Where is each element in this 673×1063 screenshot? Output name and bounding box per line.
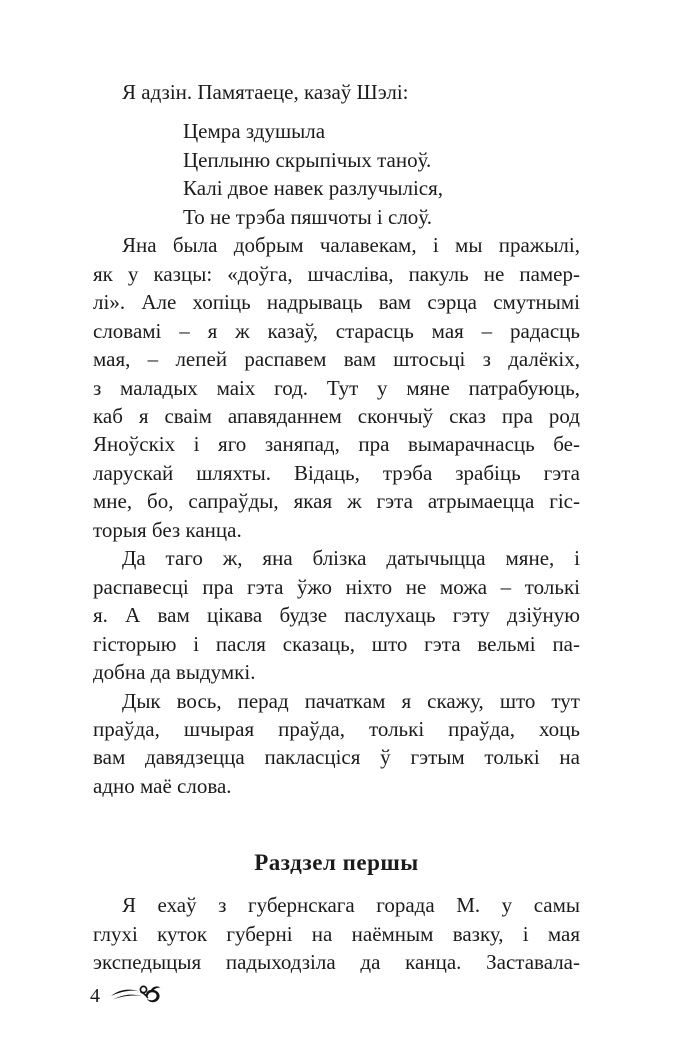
chapter-heading: Раздзел першы (254, 850, 419, 876)
verse-line: Калі двое навек разлучыліся, (183, 176, 444, 201)
text-line: распавесці пра гэта ўжо ніхто не можа – толькі (93, 574, 580, 599)
page-footer (90, 983, 162, 1009)
text-line: гісторыю і пасля сказаць, што гэта вельмі па- (93, 631, 580, 656)
text-block (93, 78, 580, 977)
text-line: з маладых маіх год. Тут у мяне патрабуюць, (93, 375, 580, 400)
text-line: добна да выдумкі. (93, 660, 256, 685)
text-line: мая, – лепей распавем вам штосьці з далёкіх, (93, 347, 580, 372)
paragraph-2 (93, 544, 580, 686)
flourish-icon (110, 983, 162, 1010)
text-line: ларускай шляхты. Відаць, трэба зрабіць гэта (93, 460, 580, 485)
text-line: адно маё слова. (93, 773, 232, 798)
text-line: каб я сваім апавяданнем скончыў сказ пра род (93, 403, 580, 428)
page-number: 4 (90, 985, 100, 1007)
text-line: экспедыцыя падыходзіла да канца. Заставала- (93, 950, 580, 975)
text-line: мне, бо, сапраўды, якая ж гэта атрымаецца гіс- (93, 489, 580, 514)
text-line: Дык вось, перад пачаткам я скажу, што тут (122, 688, 580, 713)
verse-line: Цеплыню скрыпічых таноў. (183, 147, 432, 172)
verse-quote (183, 117, 580, 231)
verse-line: Цемра здушыла (183, 119, 326, 144)
text-line: словамі – я ж казаў, старасць мая – радасць (93, 318, 580, 343)
paragraph-1 (93, 231, 580, 544)
text-line: як у казцы: «доўга, шчасліва, пакуль не памер- (93, 261, 580, 286)
text-line: Я ехаў з губернскага горада М. у самы (122, 893, 580, 918)
text-line: торыя без канца. (93, 517, 242, 542)
paragraph-3 (93, 687, 580, 801)
text-line: Да таго ж, яна блізка датычыцца мяне, і (122, 546, 580, 571)
text-line: глухі куток губерні на наёмным вазку, і мая (93, 921, 580, 946)
text-line: вам давядзецца пакласціся ў гэтым толькі на (93, 745, 580, 770)
text-line: праўда, шчырая праўда, толькі праўда, хоць (93, 716, 580, 741)
paragraph-4 (93, 891, 580, 976)
verse-line: То не трэба пяшчоты і слоў. (183, 204, 432, 229)
text-line: лі». Але хопіць надрываць вам сэрца смутнымі (93, 290, 580, 315)
text-line: Яна была добрым чалавекам, і мы пражылі, (122, 233, 580, 258)
intro-line: Я адзін. Памятаеце, казаў Шэлі: (122, 80, 409, 104)
text-line: я. А вам цікава будзе паслухаць гэту дзіўную (93, 603, 580, 628)
text-line: Яноўскіх і яго заняпад, пра вымарачнасць бе- (93, 432, 580, 457)
